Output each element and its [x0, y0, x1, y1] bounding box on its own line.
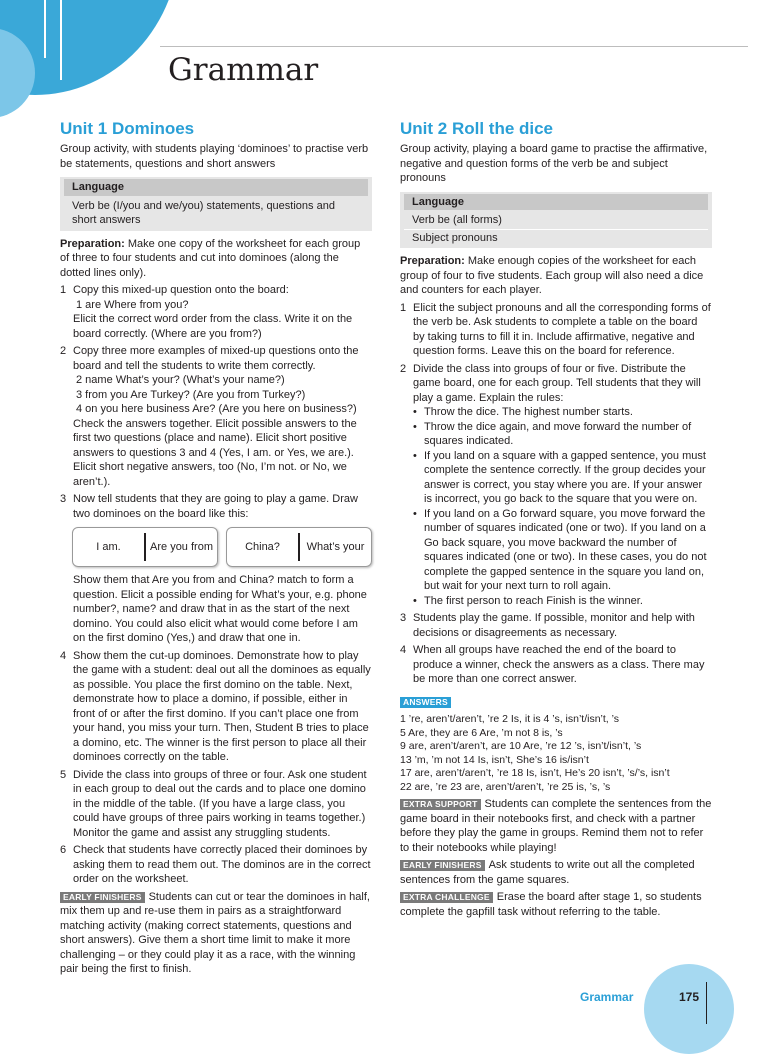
unit2-extra-challenge: EXTRA CHALLENGE Erase the board after stage 1, so students complete the gapfill task without referring to the table. [400, 891, 702, 918]
footer-section-label: Grammar [580, 990, 634, 1004]
domino-examples [72, 527, 372, 567]
unit1-step-5: 5 Divide the class into groups of three or four. Ask one student in each group to deal out the cards and to place one domino in the middle of the table. (If you have a large class, you could have groups of three pairs working in teams together.) Monitor the game and assist any struggling students. [60, 768, 367, 839]
language-row: Verb be (all forms) [412, 214, 502, 226]
answer-line: 5 Are, they are 6 Are, ’m not 8 is, ’s [400, 726, 563, 739]
unit2-preparation: Preparation: Make enough copies of the worksheet for each group of four to five students. Each group will also need a dice and counters for each player. [400, 255, 704, 296]
unit2-extra-support: EXTRA SUPPORT Students can complete the sentences from the game board in their notebooks first, and check with a partner before they play the game in groups. Remind them not to refer to their notebooks while playing! [400, 798, 712, 854]
unit2-step-1: 1 Elicit the subject pronouns and all the corresponding forms of the verb be. Ask students to complete a table on the board by taking turns to fill it in. Include affirmative, negative and question forms. Leave this on the board for reference. [400, 301, 711, 357]
rule-bullet: • Throw the dice again, and move forward the number of squares indicated. [413, 420, 692, 447]
domino-2: China? What’s your [226, 527, 372, 567]
decorative-line [44, 0, 46, 58]
page-number: 175 [679, 990, 700, 1004]
unit1-language-box [60, 177, 372, 231]
rule-bullet: • If you land on a Go forward square, you move forward the number of squares indicated (one or two). If you land on a Go back square, you move backward the number of squares indicated (one or two). In these cases, you do not complete the gapped sentence in the square you land on, but wait for your next turn to roll again. [413, 507, 707, 592]
rule-bullet: • If you land on a square with a gapped sentence, you must complete the sentence correctly. If the group decides your answer is correct, you stay where you are. If your answer is incorrect, you go back to the square that you were on. [413, 449, 706, 505]
unit1-step-6: 6 Check that students have correctly placed their dominoes by asking them to read them out. The dominos are in the correct order on the worksheet. [60, 844, 371, 885]
footer-divider [706, 982, 707, 1024]
early-finishers-tag: EARLY FINISHERS [60, 892, 145, 903]
unit1-step-3-cont: Show them that Are you from and China? match to form a question. Elicit a possible ending for What’s your, e.g. phone number?, name? and draw that in as the start of the next domino. You could also elicit what would come before I am on the first domino (Yes,) and draw that one in. [73, 574, 367, 644]
language-row: Verb be (I/you and we/you) statements, questions and short answers [72, 199, 335, 226]
unit1-step-2: 2 Copy three more examples of mixed-up questions onto the board and tell the students to write them correctly. 2 name What’s your? (What’s your name?) 3 from you Are Turkey? (Are you from Turkey?) 4 on you here business Are? (Are you here on business?) Check the answers together. Elicit possible answers to the first two questions (place and name). Elicit short positive answers to questions 3 and 4 (Yes, I am. or Yes, we are.). Elicit short negative answers, too (No, I’m not. or No, we aren’t.). [60, 345, 359, 488]
answer-line: 13 ’m, ’m not 14 Is, isn’t, She’s 16 is/isn’t [400, 753, 589, 766]
decorative-line [60, 0, 62, 80]
extra-support-tag: EXTRA SUPPORT [400, 799, 481, 810]
unit2-step-3: 3 Students play the game. If possible, monitor and help with decisions or disagreements as necessary. [400, 612, 695, 639]
unit2-heading: Unit 2 Roll the dice [400, 119, 554, 138]
early-finishers-tag: EARLY FINISHERS [400, 860, 485, 871]
domino-1: I am. Are you from [72, 527, 218, 567]
language-row: Subject pronouns [404, 229, 708, 247]
page-number-circle [644, 964, 734, 1054]
unit1-heading: Unit 1 Dominoes [60, 119, 195, 138]
unit1-early-finishers: EARLY FINISHERS Students can cut or tear the dominoes in half, mix them up and re-use them in pairs as a straightforward matching activity (making correct statements, questions and short answers). Give them a short time limit to make it more challenging – or they could play it as a race, with the winning pair being the first to finish. [60, 890, 370, 975]
unit1-column [60, 119, 372, 977]
header-rule [160, 46, 748, 47]
unit2-intro: Group activity, playing a board game to practise the affirmative, negative and question forms of the verb be and subject pronouns [400, 143, 708, 184]
rule-bullet: • The first person to reach Finish is the winner. [413, 594, 643, 607]
unit1-step-3: 3 Now tell students that they are going to play a game. Draw two dominoes on the board like this: [60, 493, 358, 520]
unit1-intro: Group activity, with students playing ‘dominoes’ to practise verb be statements, questions and short answers [60, 143, 369, 170]
language-label: Language [64, 179, 368, 196]
answer-line: 17 are, aren’t/aren’t, ’re 18 Is, isn’t, He’s 20 isn’t, ’s/’s, isn’t [400, 767, 670, 779]
unit2-step-2: 2 Divide the class into groups of four or five. Distribute the game board, one for each group. Tell students that they will play a game. Explain the rules: • Throw the dice. The highest number starts. • Throw the dice again, and move forward the number of squares indicated. • If you land on a square with a gapped sentence, you must complete the sentence correctly. If the group decides your answer is correct, you stay where you are. If your answer is incorrect, you go back to the square that you were on. • If you land on a Go forward square, you move forward the number of squares indicated (one or two). If you land on a Go back square, you move backward the number of squares indicated (one or two). In these cases, you do not complete the gapped sentence in the square you land on, but wait for your next turn to roll again. • The first person to reach Finish is the winner. [400, 362, 712, 609]
page-title: Grammar [168, 52, 319, 88]
rule-bullet: • Throw the dice. The highest number starts. [413, 406, 633, 418]
unit1-step-1: 1 Copy this mixed-up question onto the board: 1 are Where from you? Elicit the correct word order from the class. Write it on the board correctly. (Where are you from?) [60, 284, 353, 340]
answers-section [400, 695, 712, 795]
unit2-language-box [400, 192, 712, 249]
unit1-step-4: 4 Show them the cut-up dominoes. Demonstrate how to play the game with a student: deal out all the dominoes as equally as possible. You place the first domino on the table. Next, demonstrate how to place a domino, if possible, either in front of or after the first domino. If you can’t place one from your hand, you miss your turn. Then, Student B tries to place a domino, etc. The winner is the first person to place all their dominoes correctly on the table. [60, 649, 371, 763]
unit2-column [400, 119, 712, 919]
language-label: Language [404, 194, 708, 211]
unit2-early-finishers: EARLY FINISHERS Ask students to write out all the completed sentences from the game squares. [400, 859, 695, 886]
extra-challenge-tag: EXTRA CHALLENGE [400, 892, 493, 903]
unit1-preparation: Preparation: Make one copy of the worksheet for each group of three to four students and cut into dominoes (along the dotted lines only). [60, 237, 361, 279]
answer-line: 9 are, aren’t/aren’t, are 10 Are, ’re 12 ’s, isn’t/isn’t, ’s [400, 740, 642, 752]
answer-line: 22 are, ’re 23 are, aren’t/aren’t, ’re 25 is, ’s, ’s [400, 780, 611, 793]
unit2-step-4: 4 When all groups have reached the end of the board to produce a winner, check the answers as a class. There may be more than one correct answer. [400, 644, 705, 685]
answers-tag: ANSWERS [400, 697, 451, 708]
answer-line: 1 ’re, aren’t/aren’t, ’re 2 Is, it is 4 ’s, isn’t/isn’t, ’s [400, 713, 620, 725]
